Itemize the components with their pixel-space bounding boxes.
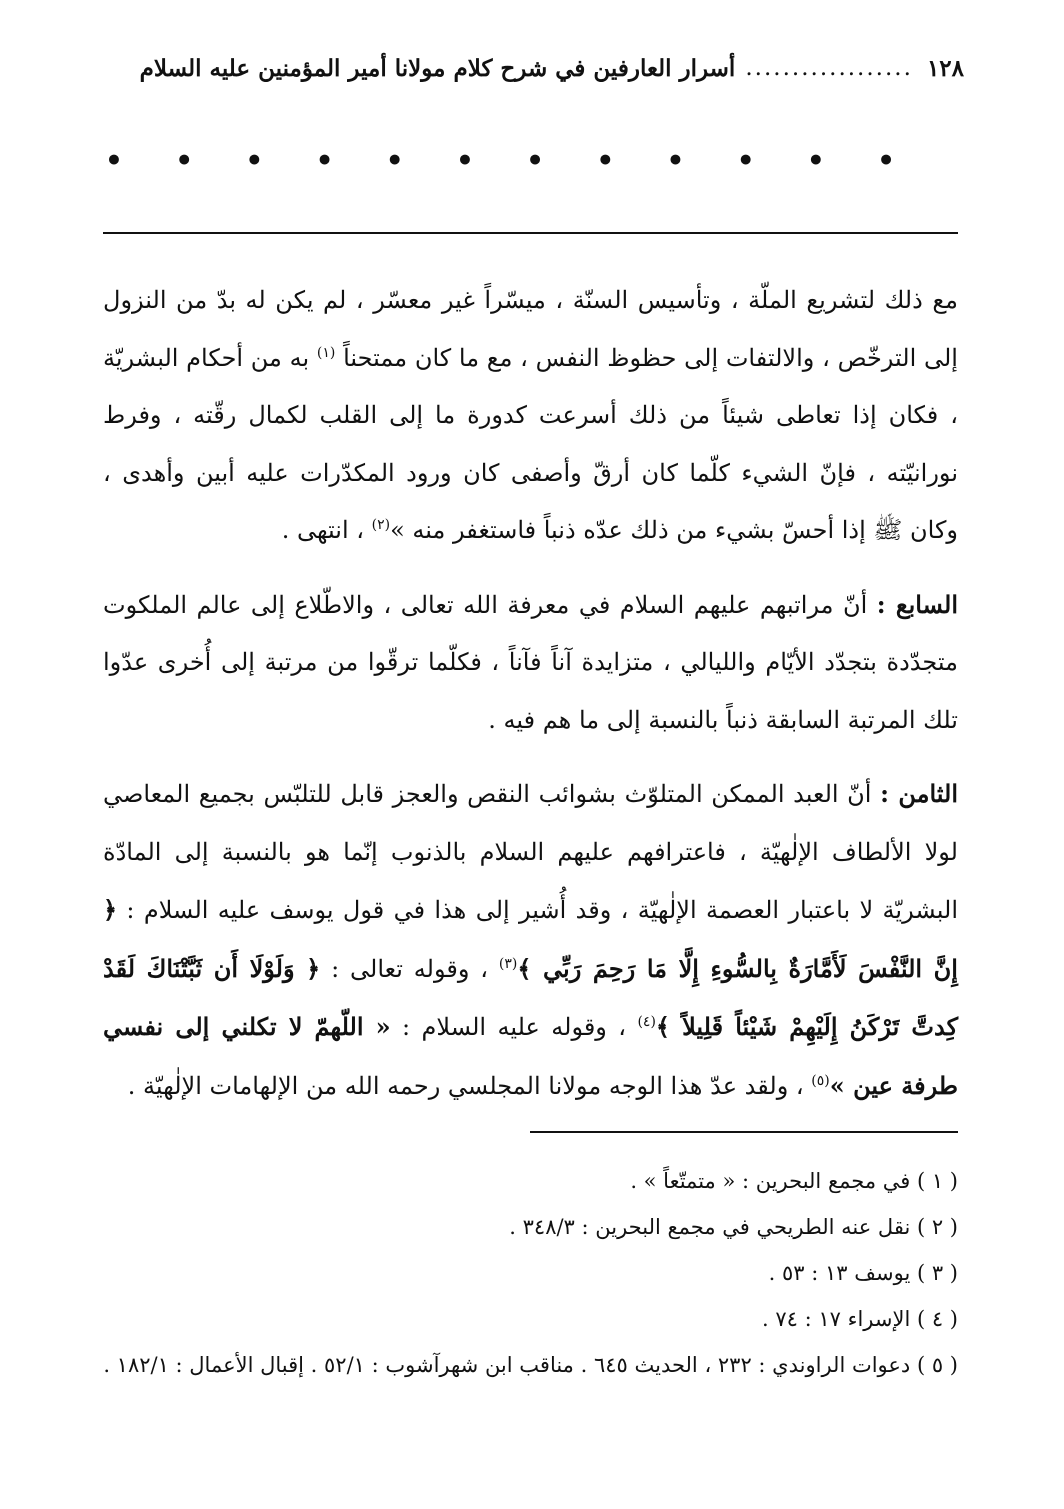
footnote-ref: (٤) [637,1014,656,1030]
main-text [103,272,958,1131]
footnote: ( ٢ ) نقل عنه الطريحي في مجمع البحرين : ٣٤٨/٣ . [509,1215,958,1239]
ornament-dot: • [526,143,545,177]
paragraph-text: أنّ العبد الممكن المتلوّث بشوائب النقص والعجز قابل للتلبّس بجميع المعاصي لولا الألطاف الإلٰهيّة ، فاعترافهم عليهم السلام بالذنوب إنّما هو بالنسبة إلى المادّة البشريّة لا باعتبار العصمة الإلٰهيّة ، وقد أُشير إلى هذا في قول يوسف عليه السلام : [103,780,958,924]
header-divider [103,232,958,234]
footnote: ( ٤ ) الإسراء ١٧ : ٧٤ . [762,1307,958,1331]
ornament-dot: • [245,143,264,177]
paragraph-text: ، ولقد عدّ هذا الوجه مولانا المجلسي رحمه الله من الإلهامات الإلٰهيّة . [127,1071,804,1100]
footnote-divider [530,1131,958,1133]
quran-verse: ﴿ إِنَّ النَّفْسَ لَأَمَّارَةٌ بِالسُّوءِ إِلَّا مَا رَحِمَ رَبِّي ﴾ [103,895,958,983]
ornament-dot: • [105,143,123,177]
header-dot-leader: .................. [745,55,913,81]
page-number: ١٢٨ [926,54,964,82]
footnote: ( ٣ ) يوسف ١٣ : ٥٣ . [768,1261,958,1285]
paragraph-text: ، وقوله عليه السلام : [402,1013,627,1041]
paragraph-continuation [103,272,958,560]
footnote-ref: (٥) [811,1072,830,1089]
book-title: أسرار العارفين في شرح كلام مولانا أمير المؤمنين عليه السلام [139,54,736,82]
paragraph-lead: الثامن : [880,779,959,808]
paragraph-text: ، وقوله تعالى : [331,954,489,983]
quran-verse: ﴿ وَلَوْلَا أَن ثَبَّتْنَاكَ لَقَدْ كِدتَّ تَرْكَنُ إِلَيْهِمْ شَيْئاً قَلِيلاً ﴾ [103,953,958,1041]
paragraph-lead: السابع : [876,589,958,619]
running-header [100,48,964,88]
ornament-dot: • [736,143,755,177]
ornament-dots [105,140,895,180]
ornament-dot: • [455,143,474,177]
footnote: ( ٥ ) دعوات الراوندي : ٢٣٢ ، الحديث ٦٤٥ . مناقب ابن شهرآشوب : ٥٢/١ . إقبال الأعمال : ١٨٢/١ . [103,1353,958,1377]
ornament-dot: • [596,143,615,177]
paragraph-text: أنّ مراتبهم عليهم السلام في معرفة الله تعالى ، والاطّلاع إلى عالم الملكوت متجدّدة بتجدّد الأيّام والليالي ، متزايدة آناً فآناً ، فكلّما ترقّوا من مرتبة إلى أُخرى عدّوا تلك المرتبة السابقة ذنباً بالنسبة إلى ما هم فيه . [103,590,958,734]
ornament-dot: • [385,143,404,177]
ornament-dot: • [175,143,194,177]
ornament-dot: • [315,143,334,177]
footnote: ( ١ ) في مجمع البحرين : « متمتّعاً » . [630,1169,958,1193]
footnote-ref: (٣) [498,955,518,972]
paragraph-eighth [103,765,958,1115]
ornament-dot: • [806,143,825,177]
paragraph-text: ، انتهى . [281,516,364,544]
ornament-dot: • [877,143,895,177]
footnotes [103,1158,958,1388]
paragraph-seventh [103,576,958,750]
ornament-dot: • [666,143,685,177]
footnote-ref: (١) [316,344,336,361]
hadith-quote: « اللّهمّ لا تكلني إلى نفسي طرفة عين » [103,1012,958,1100]
footnote-ref: (٢) [371,517,391,533]
paragraph-text: به من أحكام البشريّة ، فكان إذا تعاطى شيئاً من ذلك أسرعت كدورة ما إلى القلب لكمال رقّته ، وفرط نورانيّته ، فإنّ الشيء كلّما كان أرقّ وأصفى كان ورود المكدّرات عليه أبين وأهدى ، وكان ﷺ إذا أحسّ بشيء من ذلك عدّه ذنباً فاستغفر منه » [103,343,958,544]
paragraph-text: مع ذلك لتشريع الملّة ، وتأسيس السنّة ، ميسّراً غير معسّر ، لم يكن له بدّ من النزول إلى الترخّص ، والالتفات إلى حظوظ النفس ، مع ما كان ممتحناً [103,286,958,372]
